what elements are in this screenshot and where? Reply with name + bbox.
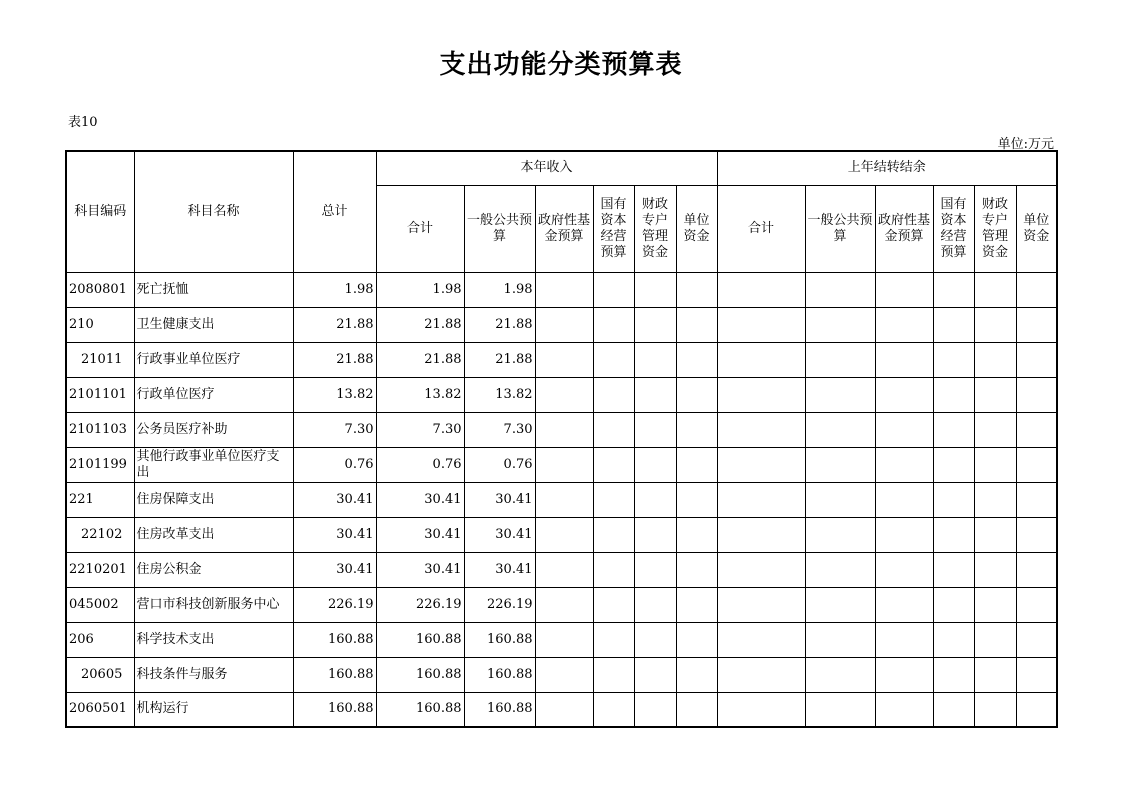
row-code: 2101101 <box>66 377 134 412</box>
row-name: 其他行政事业单位医疗支出 <box>134 447 293 482</box>
empty-cell <box>717 657 805 692</box>
empty-cell <box>805 447 875 482</box>
page-title: 支出功能分类预算表 <box>439 50 683 80</box>
empty-cell <box>875 447 933 482</box>
empty-cell <box>974 272 1016 307</box>
empty-cell <box>593 377 634 412</box>
empty-cell <box>717 272 805 307</box>
empty-cell <box>805 692 875 727</box>
empty-cell <box>593 552 634 587</box>
empty-cell <box>933 412 974 447</box>
empty-cell <box>634 272 676 307</box>
row-total: 160.88 <box>293 692 376 727</box>
row-total: 1.98 <box>293 272 376 307</box>
table-row <box>66 412 1057 447</box>
row-general-public: 21.88 <box>464 307 535 342</box>
empty-cell <box>535 412 593 447</box>
empty-cell <box>1016 517 1057 552</box>
empty-cell <box>593 622 634 657</box>
empty-cell <box>717 517 805 552</box>
empty-cell <box>875 692 933 727</box>
table-row <box>66 377 1057 412</box>
table-row <box>66 482 1057 517</box>
row-name: 住房改革支出 <box>134 517 293 552</box>
row-code: 2101199 <box>66 447 134 482</box>
expenditure-budget-table <box>65 150 1058 728</box>
empty-cell <box>1016 692 1057 727</box>
row-code: 2080801 <box>66 272 134 307</box>
empty-cell <box>974 412 1016 447</box>
empty-cell <box>875 622 933 657</box>
empty-cell <box>676 552 717 587</box>
empty-cell <box>974 307 1016 342</box>
empty-cell <box>933 307 974 342</box>
empty-cell <box>593 447 634 482</box>
empty-cell <box>535 657 593 692</box>
empty-cell <box>974 622 1016 657</box>
row-name: 行政单位医疗 <box>134 377 293 412</box>
empty-cell <box>634 517 676 552</box>
empty-cell <box>593 517 634 552</box>
row-code: 2060501 <box>66 692 134 727</box>
empty-cell <box>1016 622 1057 657</box>
empty-cell <box>974 377 1016 412</box>
empty-cell <box>535 552 593 587</box>
row-sum: 160.88 <box>376 622 464 657</box>
empty-cell <box>593 342 634 377</box>
row-general-public: 13.82 <box>464 377 535 412</box>
row-sum: 0.76 <box>376 447 464 482</box>
row-general-public: 30.41 <box>464 482 535 517</box>
table-row <box>66 587 1057 622</box>
table-row <box>66 447 1057 482</box>
table-row <box>66 552 1057 587</box>
row-total: 30.41 <box>293 517 376 552</box>
row-general-public: 160.88 <box>464 657 535 692</box>
empty-cell <box>717 342 805 377</box>
empty-cell <box>676 622 717 657</box>
empty-cell <box>634 552 676 587</box>
empty-cell <box>535 587 593 622</box>
empty-cell <box>717 447 805 482</box>
header-current-year-income: 本年收入 <box>376 151 717 185</box>
empty-cell <box>676 517 717 552</box>
empty-cell <box>676 482 717 517</box>
empty-cell <box>634 692 676 727</box>
empty-cell <box>634 307 676 342</box>
header-prior-year-carryover: 上年结转结余 <box>717 151 1057 185</box>
empty-cell <box>717 377 805 412</box>
empty-cell <box>634 482 676 517</box>
row-name: 死亡抚恤 <box>134 272 293 307</box>
empty-cell <box>875 272 933 307</box>
empty-cell <box>593 412 634 447</box>
header-state-capital: 国有资本经营预算 <box>933 185 974 272</box>
row-name: 机构运行 <box>134 692 293 727</box>
empty-cell <box>717 482 805 517</box>
table-body <box>66 272 1057 727</box>
empty-cell <box>535 482 593 517</box>
empty-cell <box>875 412 933 447</box>
row-code: 22102 <box>66 517 134 552</box>
empty-cell <box>676 412 717 447</box>
empty-cell <box>974 447 1016 482</box>
empty-cell <box>676 587 717 622</box>
empty-cell <box>717 307 805 342</box>
header-state-capital: 国有资本经营预算 <box>593 185 634 272</box>
header-unit-funds: 单位资金 <box>676 185 717 272</box>
empty-cell <box>634 342 676 377</box>
header-general-public: 一般公共预算 <box>805 185 875 272</box>
row-total: 7.30 <box>293 412 376 447</box>
empty-cell <box>933 342 974 377</box>
row-sum: 30.41 <box>376 552 464 587</box>
row-code: 206 <box>66 622 134 657</box>
row-total: 21.88 <box>293 342 376 377</box>
empty-cell <box>1016 307 1057 342</box>
empty-cell <box>974 587 1016 622</box>
empty-cell <box>634 622 676 657</box>
row-sum: 30.41 <box>376 482 464 517</box>
empty-cell <box>1016 412 1057 447</box>
row-total: 30.41 <box>293 552 376 587</box>
header-gov-fund: 政府性基金预算 <box>535 185 593 272</box>
table-row <box>66 307 1057 342</box>
row-code: 2101103 <box>66 412 134 447</box>
empty-cell <box>805 342 875 377</box>
empty-cell <box>805 482 875 517</box>
header-gov-fund: 政府性基金预算 <box>875 185 933 272</box>
empty-cell <box>717 587 805 622</box>
empty-cell <box>634 412 676 447</box>
row-name: 行政事业单位医疗 <box>134 342 293 377</box>
row-code: 221 <box>66 482 134 517</box>
empty-cell <box>535 447 593 482</box>
table-row <box>66 517 1057 552</box>
empty-cell <box>875 307 933 342</box>
empty-cell <box>676 307 717 342</box>
row-general-public: 160.88 <box>464 622 535 657</box>
row-general-public: 160.88 <box>464 692 535 727</box>
empty-cell <box>933 377 974 412</box>
empty-cell <box>1016 272 1057 307</box>
table-row <box>66 692 1057 727</box>
row-sum: 160.88 <box>376 657 464 692</box>
empty-cell <box>805 377 875 412</box>
empty-cell <box>933 622 974 657</box>
empty-cell <box>593 482 634 517</box>
empty-cell <box>593 657 634 692</box>
empty-cell <box>676 447 717 482</box>
empty-cell <box>1016 447 1057 482</box>
empty-cell <box>535 342 593 377</box>
empty-cell <box>676 657 717 692</box>
empty-cell <box>805 272 875 307</box>
empty-cell <box>535 272 593 307</box>
empty-cell <box>805 657 875 692</box>
row-sum: 30.41 <box>376 517 464 552</box>
empty-cell <box>933 587 974 622</box>
empty-cell <box>634 657 676 692</box>
row-sum: 226.19 <box>376 587 464 622</box>
empty-cell <box>933 517 974 552</box>
row-total: 30.41 <box>293 482 376 517</box>
empty-cell <box>535 307 593 342</box>
row-name: 住房保障支出 <box>134 482 293 517</box>
row-code: 21011 <box>66 342 134 377</box>
row-name: 公务员医疗补助 <box>134 412 293 447</box>
empty-cell <box>875 657 933 692</box>
empty-cell <box>676 377 717 412</box>
empty-cell <box>805 307 875 342</box>
empty-cell <box>933 552 974 587</box>
empty-cell <box>974 657 1016 692</box>
empty-cell <box>933 447 974 482</box>
empty-cell <box>676 692 717 727</box>
empty-cell <box>805 552 875 587</box>
empty-cell <box>805 587 875 622</box>
empty-cell <box>1016 342 1057 377</box>
empty-cell <box>593 272 634 307</box>
table-row <box>66 657 1057 692</box>
empty-cell <box>676 272 717 307</box>
header-fiscal-special: 财政专户管理资金 <box>974 185 1016 272</box>
empty-cell <box>974 552 1016 587</box>
empty-cell <box>717 412 805 447</box>
empty-cell <box>535 377 593 412</box>
row-sum: 13.82 <box>376 377 464 412</box>
row-sum: 1.98 <box>376 272 464 307</box>
row-sum: 160.88 <box>376 692 464 727</box>
row-general-public: 226.19 <box>464 587 535 622</box>
row-sum: 21.88 <box>376 342 464 377</box>
empty-cell <box>634 447 676 482</box>
empty-cell <box>875 517 933 552</box>
empty-cell <box>933 272 974 307</box>
empty-cell <box>1016 587 1057 622</box>
row-code: 045002 <box>66 587 134 622</box>
row-total: 226.19 <box>293 587 376 622</box>
empty-cell <box>634 377 676 412</box>
row-general-public: 0.76 <box>464 447 535 482</box>
row-general-public: 30.41 <box>464 517 535 552</box>
table-row <box>66 272 1057 307</box>
empty-cell <box>717 622 805 657</box>
empty-cell <box>535 517 593 552</box>
empty-cell <box>805 517 875 552</box>
empty-cell <box>875 377 933 412</box>
empty-cell <box>593 692 634 727</box>
header-fiscal-special: 财政专户管理资金 <box>634 185 676 272</box>
empty-cell <box>875 482 933 517</box>
empty-cell <box>974 517 1016 552</box>
empty-cell <box>1016 552 1057 587</box>
header-general-public: 一般公共预算 <box>464 185 535 272</box>
table-row <box>66 622 1057 657</box>
header-sum: 合计 <box>717 185 805 272</box>
table-number: 表10 <box>68 115 98 130</box>
row-general-public: 7.30 <box>464 412 535 447</box>
row-code: 210 <box>66 307 134 342</box>
empty-cell <box>717 692 805 727</box>
row-general-public: 30.41 <box>464 552 535 587</box>
header-unit-funds: 单位资金 <box>1016 185 1057 272</box>
empty-cell <box>535 692 593 727</box>
row-general-public: 21.88 <box>464 342 535 377</box>
header-name: 科目名称 <box>134 151 293 272</box>
empty-cell <box>974 342 1016 377</box>
empty-cell <box>805 412 875 447</box>
row-sum: 21.88 <box>376 307 464 342</box>
header-code: 科目编码 <box>66 151 134 272</box>
empty-cell <box>593 587 634 622</box>
row-code: 2210201 <box>66 552 134 587</box>
row-code: 20605 <box>66 657 134 692</box>
row-total: 0.76 <box>293 447 376 482</box>
empty-cell <box>535 622 593 657</box>
empty-cell <box>974 692 1016 727</box>
empty-cell <box>593 307 634 342</box>
row-name: 科技条件与服务 <box>134 657 293 692</box>
empty-cell <box>1016 377 1057 412</box>
row-total: 160.88 <box>293 622 376 657</box>
empty-cell <box>875 342 933 377</box>
row-total: 13.82 <box>293 377 376 412</box>
row-name: 住房公积金 <box>134 552 293 587</box>
table-row <box>66 342 1057 377</box>
empty-cell <box>676 342 717 377</box>
row-name: 营口市科技创新服务中心 <box>134 587 293 622</box>
empty-cell <box>933 692 974 727</box>
empty-cell <box>974 482 1016 517</box>
row-total: 160.88 <box>293 657 376 692</box>
empty-cell <box>875 587 933 622</box>
empty-cell <box>634 587 676 622</box>
empty-cell <box>875 552 933 587</box>
empty-cell <box>717 552 805 587</box>
row-general-public: 1.98 <box>464 272 535 307</box>
row-sum: 7.30 <box>376 412 464 447</box>
header-sum: 合计 <box>376 185 464 272</box>
empty-cell <box>1016 657 1057 692</box>
unit-label: 单位:万元 <box>997 137 1054 152</box>
row-name: 卫生健康支出 <box>134 307 293 342</box>
empty-cell <box>933 482 974 517</box>
row-total: 21.88 <box>293 307 376 342</box>
header-total: 总计 <box>293 151 376 272</box>
row-name: 科学技术支出 <box>134 622 293 657</box>
empty-cell <box>933 657 974 692</box>
empty-cell <box>805 622 875 657</box>
empty-cell <box>1016 482 1057 517</box>
